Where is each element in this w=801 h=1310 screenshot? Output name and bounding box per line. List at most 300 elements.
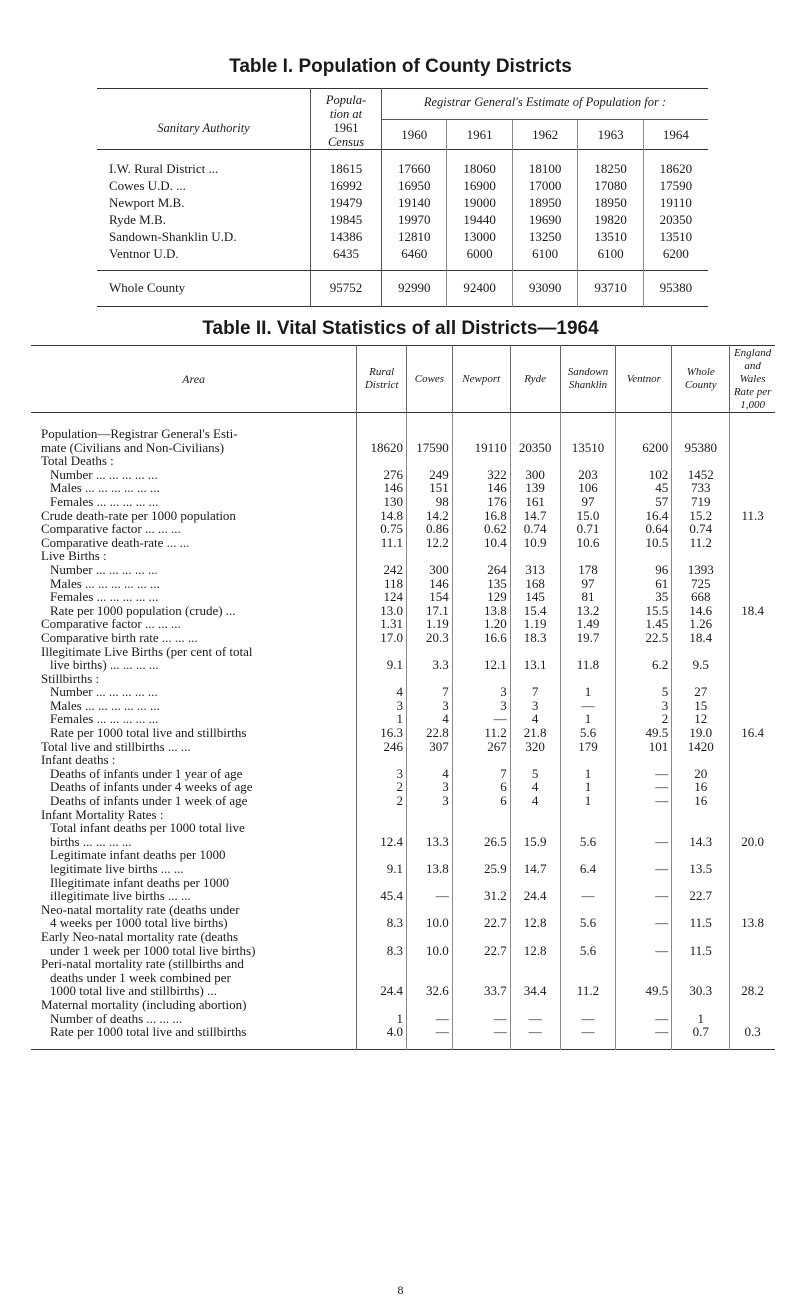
- rural-district-value: [357, 971, 407, 985]
- cowes-value: 13.3: [407, 835, 453, 849]
- newport-value: 13.8: [452, 604, 510, 618]
- rural-district-value: [357, 808, 407, 822]
- sandown-shanklin-value: [560, 808, 616, 822]
- ryde-value: 320: [510, 740, 560, 754]
- table-row: [31, 726, 775, 740]
- table-row: [31, 658, 775, 672]
- whole-county-value: [672, 957, 730, 971]
- population-value: 6100: [578, 245, 643, 271]
- row-label: Total infant deaths per 1000 total live: [31, 821, 357, 835]
- newport-value: [452, 957, 510, 971]
- ventnor-value: [616, 998, 672, 1012]
- england-wales-value: [730, 971, 775, 985]
- population-value: 92400: [447, 271, 512, 307]
- ventnor-header: Ventnor: [616, 346, 672, 413]
- ventnor-value: 1.45: [616, 617, 672, 631]
- england-wales-value: [730, 577, 775, 591]
- cowes-value: [407, 876, 453, 890]
- population-value: 95752: [311, 271, 382, 307]
- england-wales-value: [730, 821, 775, 835]
- england-wales-value: [730, 930, 775, 944]
- ryde-value: 10.9: [510, 536, 560, 550]
- rural-district-value: 1: [357, 712, 407, 726]
- district-name: Newport M.B.: [109, 195, 185, 210]
- england-wales-value: 28.2: [741, 983, 764, 999]
- row-label: Infant deaths :: [31, 753, 357, 767]
- newport-value: 26.5: [452, 835, 510, 849]
- ventnor-value: [616, 903, 672, 917]
- ventnor-value: [616, 821, 672, 835]
- newport-value: —: [452, 712, 510, 726]
- population-table: [97, 88, 708, 307]
- sandown-shanklin-value: 13.2: [560, 604, 616, 618]
- newport-value: 322: [452, 468, 510, 482]
- row-label: Total Deaths :: [31, 454, 357, 468]
- district-name-cell: [97, 211, 311, 228]
- row-label: illegitimate live births ... ...: [31, 889, 357, 903]
- cowes-value: 151: [407, 481, 453, 495]
- england-wales-value: [730, 495, 775, 509]
- ryde-value: 14.7: [510, 862, 560, 876]
- table-row: [97, 177, 708, 194]
- ventnor-value: 45: [616, 481, 672, 495]
- cowes-value: [407, 645, 453, 659]
- sandown-shanklin-value: [560, 957, 616, 971]
- newport-value: 7: [452, 767, 510, 781]
- sandown-shanklin-value: 5.6: [560, 944, 616, 958]
- sandown-shanklin-value: —: [560, 1025, 616, 1039]
- cowes-value: 32.6: [407, 984, 453, 998]
- rural-district-value: [357, 998, 407, 1012]
- sandown-shanklin-value: 97: [560, 577, 616, 591]
- row-label: mate (Civilians and Non-Civilians): [31, 441, 357, 455]
- population-value: 18250: [578, 150, 643, 178]
- sandown-shanklin-value: 11.8: [560, 658, 616, 672]
- table-row: [31, 672, 775, 686]
- england-wales-value: [730, 590, 775, 604]
- district-name-cell: [97, 228, 311, 245]
- newport-value: [452, 753, 510, 767]
- population-value: 13000: [447, 228, 512, 245]
- rural-district-value: [357, 672, 407, 686]
- population-value: 19000: [447, 194, 512, 211]
- england-wales-value: 18.4: [741, 602, 764, 618]
- district-name-cell: [97, 245, 311, 271]
- rural-district-value: [357, 645, 407, 659]
- population-value: 6200: [662, 246, 689, 261]
- row-label: births ... ... ... ...: [31, 835, 357, 849]
- newport-value: 3: [452, 699, 510, 713]
- cowes-value: [407, 672, 453, 686]
- rural-district-value: 2: [357, 794, 407, 808]
- table-row: [31, 984, 775, 998]
- ventnor-value: 0.64: [616, 522, 672, 536]
- england-wales-value: [730, 468, 775, 482]
- table-row: [31, 509, 775, 523]
- ryde-value: [510, 848, 560, 862]
- england-wales-value: [730, 876, 775, 890]
- newport-value: 129: [452, 590, 510, 604]
- row-label: Legitimate infant deaths per 1000: [31, 848, 357, 862]
- newport-value: [452, 971, 510, 985]
- ventnor-value: [616, 672, 672, 686]
- newport-value: 16.8: [452, 509, 510, 523]
- rural-district-value: 4: [357, 685, 407, 699]
- england-wales-value: [730, 685, 775, 699]
- row-label: live births) ... ... ... ...: [31, 658, 357, 672]
- population-value: 19690: [512, 211, 577, 228]
- district-name: Whole County: [109, 280, 186, 295]
- ventnor-value: [616, 848, 672, 862]
- table-row: [31, 916, 775, 930]
- england-wales-value: [730, 889, 775, 903]
- cowes-value: 4: [407, 767, 453, 781]
- newport-value: 22.7: [452, 916, 510, 930]
- year-header: 1964: [662, 126, 689, 142]
- ventnor-value: —: [616, 767, 672, 781]
- sandown-shanklin-value: 5.6: [560, 916, 616, 930]
- ryde-value: [510, 876, 560, 890]
- cowes-value: 3: [407, 780, 453, 794]
- ventnor-value: [616, 930, 672, 944]
- rural-district-value: 2: [357, 780, 407, 794]
- ventnor-value: 2: [616, 712, 672, 726]
- ryde-value: 12.8: [510, 916, 560, 930]
- cowes-value: 3.3: [407, 658, 453, 672]
- table-row: [31, 481, 775, 495]
- population-value: 19970: [382, 211, 447, 228]
- whole-county-value: 1393: [672, 563, 730, 577]
- population-value: 92990: [382, 271, 447, 307]
- ventnor-value: —: [616, 780, 672, 794]
- cowes-value: —: [407, 1012, 453, 1026]
- row-label: Rate per 1000 total live and stillbirths: [31, 726, 357, 740]
- cowes-value: 20.3: [407, 631, 453, 645]
- whole-county-value: [672, 645, 730, 659]
- cowes-value: [407, 821, 453, 835]
- whole-county-value: 27: [672, 685, 730, 699]
- cowes-value: —: [407, 889, 453, 903]
- sandown-shanklin-value: [560, 876, 616, 890]
- ryde-value: [510, 930, 560, 944]
- ryde-value: 168: [510, 577, 560, 591]
- row-label: Females ... ... ... ... ...: [31, 590, 357, 604]
- row-label: Deaths of infants under 1 year of age: [31, 767, 357, 781]
- whole-county-value: 13.5: [672, 862, 730, 876]
- district-name: Cowes U.D. ...: [109, 178, 186, 193]
- england-wales-value: [730, 998, 775, 1012]
- district-name: Sandown-Shanklin U.D.: [109, 229, 237, 244]
- row-label: Number ... ... ... ... ...: [31, 468, 357, 482]
- row-label: 1000 total live and stillbirths) ...: [31, 984, 357, 998]
- table-row: [31, 645, 775, 659]
- table-row: [31, 685, 775, 699]
- sandown-shanklin-value: 1: [560, 712, 616, 726]
- population-value: 17080: [578, 177, 643, 194]
- ventnor-value: —: [616, 1012, 672, 1026]
- ryde-value: 3: [510, 699, 560, 713]
- england-wales-value: [730, 767, 775, 781]
- row-label: Stillbirths :: [31, 672, 357, 686]
- row-label: deaths under 1 week combined per: [31, 971, 357, 985]
- row-label: Comparative factor ... ... ...: [31, 522, 357, 536]
- sandown-shanklin-value: 5.6: [560, 726, 616, 740]
- table-row: [31, 631, 775, 645]
- table-row: [31, 427, 775, 441]
- sandown-shanklin-value: 11.2: [560, 984, 616, 998]
- rural-district-value: [357, 957, 407, 971]
- whole-county-value: [672, 753, 730, 767]
- ventnor-value: [616, 957, 672, 971]
- ventnor-value: 15.5: [616, 604, 672, 618]
- rural-district-value: 45.4: [357, 889, 407, 903]
- table-row: [31, 617, 775, 631]
- ventnor-value: [616, 876, 672, 890]
- table-row: [31, 848, 775, 862]
- whole-county-value: [672, 903, 730, 917]
- ryde-value: 4: [510, 794, 560, 808]
- sandown-shanklin-value: 5.6: [560, 835, 616, 849]
- population-value: 19820: [578, 211, 643, 228]
- table-row: [31, 903, 775, 917]
- rural-district-value: 8.3: [357, 916, 407, 930]
- district-name-cell: [97, 177, 311, 194]
- ryde-value: [510, 998, 560, 1012]
- cowes-value: 3: [407, 699, 453, 713]
- england-wales-value: [730, 862, 775, 876]
- whole-county-value: [672, 427, 730, 441]
- newport-value: [452, 848, 510, 862]
- whole-county-value: [672, 454, 730, 468]
- whole-county-value: 30.3: [672, 984, 730, 998]
- newport-value: 33.7: [452, 984, 510, 998]
- cowes-value: 14.2: [407, 509, 453, 523]
- england-wales-value: [730, 944, 775, 958]
- newport-value: 146: [452, 481, 510, 495]
- sandown-shanklin-value: —: [560, 699, 616, 713]
- rural-district-value: [357, 427, 407, 441]
- cowes-value: 22.8: [407, 726, 453, 740]
- rural-district-value: [357, 454, 407, 468]
- table-row: [31, 740, 775, 754]
- ventnor-value: 16.4: [616, 509, 672, 523]
- england-wales-value: [730, 672, 775, 686]
- england-wales-value: [730, 1012, 775, 1026]
- table-row: [31, 441, 775, 455]
- england-wales-value: 16.4: [741, 725, 764, 741]
- sandown-shanklin-value: 1: [560, 794, 616, 808]
- whole-county-value: [672, 998, 730, 1012]
- whole-county-value: 12: [672, 712, 730, 726]
- sandown-shanklin-value: 178: [560, 563, 616, 577]
- ryde-value: 139: [510, 481, 560, 495]
- census-header-line2: tion at: [329, 107, 363, 121]
- sandown-shanklin-value: [560, 903, 616, 917]
- rural-district-value: 276: [357, 468, 407, 482]
- spacer-row: [31, 1039, 775, 1050]
- newport-value: [452, 876, 510, 890]
- rural-district-value: 17.0: [357, 631, 407, 645]
- row-label: Males ... ... ... ... ... ...: [31, 481, 357, 495]
- rural-district-value: 242: [357, 563, 407, 577]
- whole-county-header: Whole County: [672, 346, 730, 413]
- row-label: Number of deaths ... ... ...: [31, 1012, 357, 1026]
- row-label: Males ... ... ... ... ... ...: [31, 577, 357, 591]
- area-header: Area: [31, 346, 357, 413]
- rural-district-value: 3: [357, 699, 407, 713]
- newport-value: 6: [452, 780, 510, 794]
- row-label: Population—Registrar General's Esti-: [31, 427, 357, 441]
- cowes-value: [407, 957, 453, 971]
- whole-county-value: 725: [672, 577, 730, 591]
- row-label: Males ... ... ... ... ... ...: [31, 699, 357, 713]
- district-name-cell: [97, 150, 311, 178]
- whole-county-value: [672, 549, 730, 563]
- sandown-shanklin-value: 1.49: [560, 617, 616, 631]
- ryde-value: [510, 753, 560, 767]
- ventnor-value: —: [616, 862, 672, 876]
- cowes-value: [407, 454, 453, 468]
- population-value: 13250: [512, 228, 577, 245]
- population-value: 18060: [447, 150, 512, 178]
- whole-county-value: 1420: [672, 740, 730, 754]
- row-label: Live Births :: [31, 549, 357, 563]
- row-label: Neo-natal mortality rate (deaths under: [31, 903, 357, 917]
- newport-value: [452, 672, 510, 686]
- rural-district-value: 146: [357, 481, 407, 495]
- district-name: Ryde M.B.: [109, 212, 166, 227]
- sandown-shanklin-value: 19.7: [560, 631, 616, 645]
- ventnor-value: [616, 753, 672, 767]
- table-row: [31, 604, 775, 618]
- ryde-value: [510, 427, 560, 441]
- england-wales-value: 0.3: [744, 1024, 761, 1040]
- cowes-value: [407, 971, 453, 985]
- cowes-value: 0.86: [407, 522, 453, 536]
- cowes-value: [407, 930, 453, 944]
- england-wales-value: [730, 645, 775, 659]
- census-header-line4: Census: [327, 135, 365, 149]
- row-label: Illegitimate infant deaths per 1000: [31, 876, 357, 890]
- sandown-shanklin-header: Sandown Shanklin: [560, 346, 616, 413]
- table-row: [97, 245, 708, 271]
- whole-county-value: 16: [672, 780, 730, 794]
- population-value: 17660: [382, 150, 447, 178]
- newport-value: 11.2: [452, 726, 510, 740]
- ryde-value: [510, 454, 560, 468]
- whole-county-value: 733: [672, 481, 730, 495]
- england-wales-value: [730, 903, 775, 917]
- newport-value: 1.20: [452, 617, 510, 631]
- census-header-line1: Popula-: [325, 93, 367, 107]
- sandown-shanklin-value: —: [560, 889, 616, 903]
- newport-value: 267: [452, 740, 510, 754]
- newport-value: [452, 998, 510, 1012]
- sandown-shanklin-value: [560, 848, 616, 862]
- cowes-header: Cowes: [407, 346, 453, 413]
- table-row: [31, 468, 775, 482]
- population-value: 19110: [659, 195, 692, 210]
- newport-value: 3: [452, 685, 510, 699]
- ryde-value: 12.8: [510, 944, 560, 958]
- ryde-value: 15.9: [510, 835, 560, 849]
- population-value: 95380: [659, 280, 693, 295]
- whole-county-value: 19.0: [672, 726, 730, 740]
- newport-value: 19110: [452, 441, 510, 455]
- ryde-value: 15.4: [510, 604, 560, 618]
- table-row: [31, 794, 775, 808]
- rural-district-value: 13.0: [357, 604, 407, 618]
- population-value: 20350: [659, 212, 693, 227]
- ventnor-value: 61: [616, 577, 672, 591]
- whole-county-value: 1.26: [672, 617, 730, 631]
- cowes-value: 17.1: [407, 604, 453, 618]
- population-value: 93090: [512, 271, 577, 307]
- row-label: under 1 week per 1000 total live births): [31, 944, 357, 958]
- newport-value: 22.7: [452, 944, 510, 958]
- table-row: [31, 1012, 775, 1026]
- sandown-shanklin-value: [560, 645, 616, 659]
- whole-county-value: 95380: [672, 441, 730, 455]
- rural-district-value: 8.3: [357, 944, 407, 958]
- rural-district-value: [357, 753, 407, 767]
- sandown-shanklin-value: 13510: [560, 441, 616, 455]
- population-value: 18950: [578, 194, 643, 211]
- whole-county-value: 14.6: [672, 604, 730, 618]
- cowes-value: [407, 848, 453, 862]
- ventnor-value: 6200: [616, 441, 672, 455]
- population-value: 16992: [311, 177, 382, 194]
- year-header: 1960: [382, 120, 447, 150]
- population-value: 19140: [382, 194, 447, 211]
- vital-statistics-table: [31, 345, 775, 1050]
- ryde-value: [510, 821, 560, 835]
- england-wales-value: [730, 454, 775, 468]
- rural-district-value: 3: [357, 767, 407, 781]
- whole-county-value: [672, 821, 730, 835]
- spacer-row: [31, 413, 775, 428]
- england-wales-value: [730, 780, 775, 794]
- ventnor-value: [616, 971, 672, 985]
- whole-county-value: 22.7: [672, 889, 730, 903]
- population-value: 14386: [311, 228, 382, 245]
- ventnor-value: [616, 645, 672, 659]
- sandown-shanklin-value: 106: [560, 481, 616, 495]
- whole-county-value: 11.2: [672, 536, 730, 550]
- newport-value: 12.1: [452, 658, 510, 672]
- cowes-value: 7: [407, 685, 453, 699]
- ryde-value: 300: [510, 468, 560, 482]
- newport-value: 25.9: [452, 862, 510, 876]
- ventnor-value: 102: [616, 468, 672, 482]
- ryde-value: 4: [510, 780, 560, 794]
- ventnor-value: —: [616, 916, 672, 930]
- rural-district-value: 24.4: [357, 984, 407, 998]
- whole-county-value: 9.5: [672, 658, 730, 672]
- england-wales-value: [730, 631, 775, 645]
- cowes-value: 17590: [407, 441, 453, 455]
- row-label: legitimate live births ... ...: [31, 862, 357, 876]
- whole-county-value: 16: [672, 794, 730, 808]
- rural-district-value: 1.31: [357, 617, 407, 631]
- population-value: 6435: [311, 245, 382, 271]
- ryde-value: 34.4: [510, 984, 560, 998]
- sandown-shanklin-value: 203: [560, 468, 616, 482]
- population-value: 13510: [659, 229, 693, 244]
- ventnor-value: 49.5: [616, 726, 672, 740]
- sandown-shanklin-value: 179: [560, 740, 616, 754]
- england-wales-value: [730, 794, 775, 808]
